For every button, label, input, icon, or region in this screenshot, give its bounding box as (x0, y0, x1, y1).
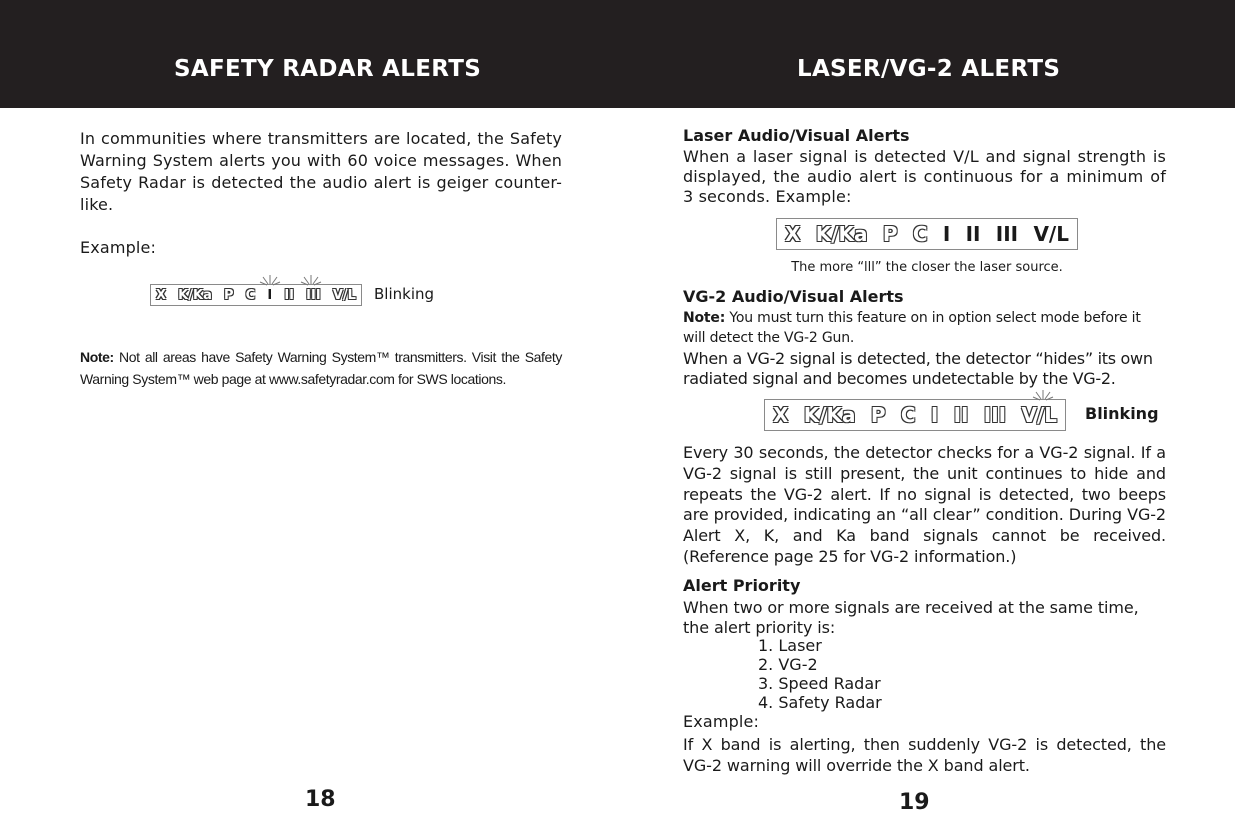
left-page-number: 18 (305, 787, 336, 812)
display-p-segment: P (223, 287, 234, 303)
display-c-segment: C (912, 222, 928, 246)
display-kka-segment: K/Ka (178, 287, 212, 303)
safety-radar-display (150, 284, 362, 306)
display-vl-segment: V/L (1021, 403, 1057, 427)
display-p-segment: P (870, 403, 886, 427)
display-vl-segment: V/L (1033, 222, 1069, 246)
vg2-paragraph: When a VG-2 signal is detected, the detector “hides” its own radiated signal and becomes undetectable by the VG-2. (683, 349, 1153, 388)
display-i-segment: I (267, 287, 273, 303)
laser-display (776, 218, 1078, 250)
vg2-note-label: Note: (683, 310, 726, 326)
display-p-segment: P (882, 222, 898, 246)
blink-rays-icon (1032, 389, 1054, 401)
priority-item-vg2: 2. VG-2 (758, 655, 818, 674)
display-c-segment: C (245, 287, 256, 303)
laser-paragraph: When a laser signal is detected V/L and signal strength is displayed, the audio alert is continuous for a minimum of 3 seconds. Example: (683, 147, 1166, 206)
display-i-segment: I (930, 403, 939, 427)
right-example-label: Example: (683, 712, 760, 731)
display-kka-segment: K/Ka (815, 222, 868, 246)
laser-heading: Laser Audio/Visual Alerts (683, 126, 910, 145)
display-c-segment: C (900, 403, 916, 427)
vg2-heading: VG-2 Audio/Visual Alerts (683, 287, 904, 306)
priority-item-speed-radar: 3. Speed Radar (758, 674, 881, 693)
display-iii-segment: III (995, 222, 1019, 246)
display-vl-segment: V/L (332, 287, 356, 303)
laser-caption: The more “lll” the closer the laser source. (791, 260, 1063, 275)
vg2-display (764, 399, 1066, 431)
vg2-recheck-paragraph: Every 30 seconds, the detector checks for a VG-2 signal. If a VG-2 signal is still present, the unit continues to hide and repeats the VG-2 alert. If no signal is detected, two beeps are provided, indicating an “all clear” condition. During VG-2 Alert X, K, and Ka band signals cannot be received. (Reference page 25 for VG-2 information.) (683, 443, 1166, 566)
priority-item-safety-radar: 4. Safety Radar (758, 693, 882, 712)
display-ii-segment: II (965, 222, 981, 246)
right-page-number: 19 (899, 790, 930, 815)
display-ii-segment: II (953, 403, 969, 427)
priority-heading: Alert Priority (683, 576, 801, 595)
note-text: Not all areas have Safety Warning System™ transmitters. Visit the Safety Warning System™ web page at www.safetyradar.com for SWS locations. (80, 349, 562, 387)
safety-intro-paragraph: In communities where transmitters are located, the Safety Warning System alerts you with 60 voice messages. When Safety Radar is detected the audio alert is geiger counter-like. (80, 129, 562, 214)
left-page-title: SAFETY RADAR ALERTS (174, 56, 482, 82)
display-ii-segment: II (284, 287, 295, 303)
priority-paragraph: When two or more signals are received at the same time, the alert priority is: (683, 598, 1139, 637)
display-x-segment: X (156, 287, 167, 303)
display-iii-segment: III (983, 403, 1007, 427)
vg2-note (683, 308, 1166, 348)
right-page-title: LASER/VG-2 ALERTS (797, 56, 1061, 82)
display-x-segment: X (785, 222, 801, 246)
display-x-segment: X (773, 403, 789, 427)
header-band (0, 0, 1235, 108)
display-kka-segment: K/Ka (803, 403, 856, 427)
display-i-segment: I (942, 222, 951, 246)
vg2-note-text: You must turn this feature on in option select mode before it will detect the VG-2 Gun. (683, 310, 1141, 346)
left-blinking-label: Blinking (374, 285, 435, 303)
priority-example-paragraph: If X band is alerting, then suddenly VG-2 is detected, the VG-2 warning will override the X band alert. (683, 735, 1166, 775)
vg2-blinking-label: Blinking (1085, 404, 1159, 423)
priority-item-laser: 1. Laser (758, 636, 822, 655)
sws-note (80, 346, 562, 390)
note-label: Note: (80, 349, 114, 365)
left-example-label: Example: (80, 238, 157, 257)
blink-rays-icon (259, 274, 281, 286)
blink-rays-icon (300, 274, 322, 286)
display-iii-segment: III (306, 287, 321, 303)
